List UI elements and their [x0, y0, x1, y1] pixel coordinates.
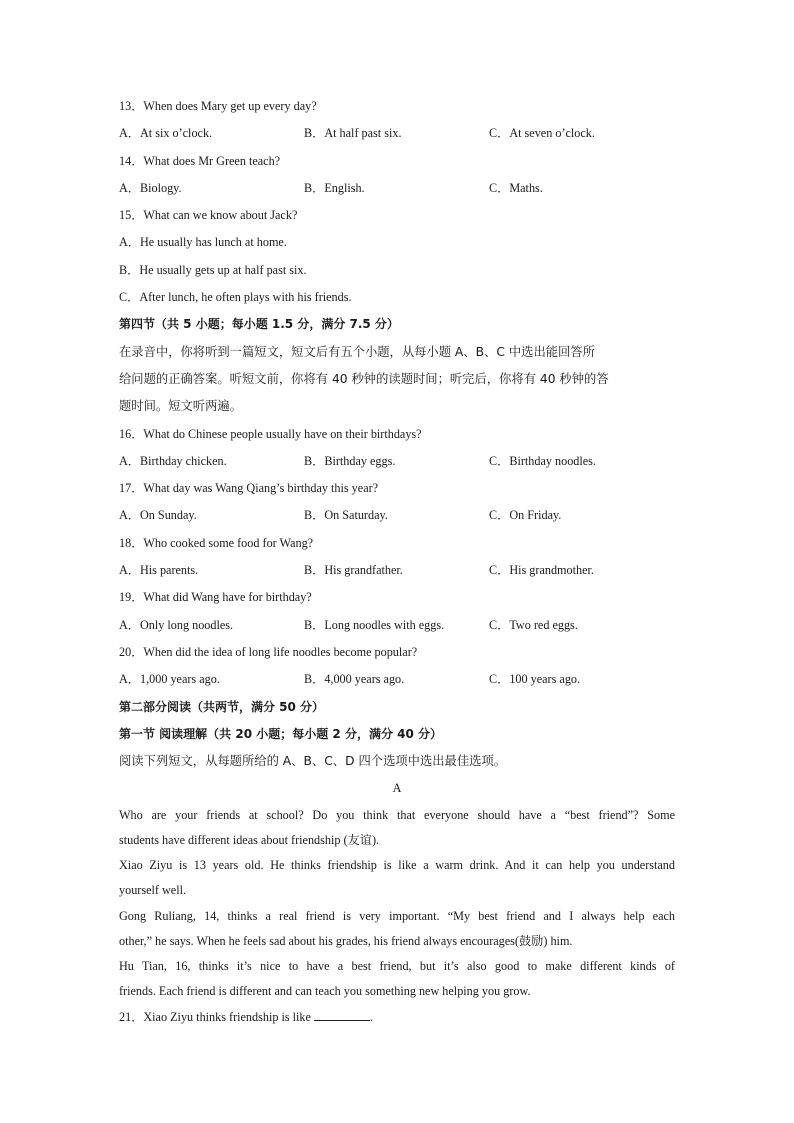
option-c: C．Maths. [489, 180, 543, 195]
question-21 [119, 1004, 675, 1031]
option-a: A．Birthday chicken. [119, 453, 227, 468]
option-c: C．Two red eggs. [489, 617, 578, 632]
question-17 [119, 475, 675, 502]
paragraph-line: Gong Ruliang, 14, thinks a real friend is very important. “My best friend and I always help each [119, 908, 675, 923]
paragraph-line: Xiao Ziyu is 13 years old. He thinks friendship is like a warm drink. And it can help you understand [119, 858, 675, 873]
question-15 [119, 202, 675, 229]
option-b: B．His grandfather. [304, 563, 403, 578]
option-b: B．At half past six. [304, 126, 402, 141]
question-14 [119, 148, 675, 175]
reading-instructions: 阅读下列短文，从每题所给的 A、B、C、D 四个选项中选出最佳选项。 [119, 754, 507, 769]
question-17-options [119, 502, 675, 529]
option-a: A．His parents. [119, 563, 199, 578]
paragraph-line: Hu Tian, 16, thinks it’s nice to have a best friend, but it’s also good to make different kinds of [119, 958, 675, 973]
option-b: B．On Saturday. [304, 508, 388, 523]
question-19 [119, 584, 675, 611]
question-stem: 13．When does Mary get up every day? [119, 99, 317, 113]
section-4-title: 第四节（共 5 小题；每小题 1.5 分，满分 7.5 分） [119, 317, 399, 332]
option-c: C．At seven o’clock. [489, 126, 595, 141]
passage-label: A [392, 781, 402, 796]
question-18 [119, 530, 675, 557]
question-stem-end: . [369, 1010, 374, 1025]
passage-paragraph-1 [119, 803, 675, 853]
question-stem: 20．When did the idea of long life noodles become popular? [119, 644, 418, 659]
section-4-instructions-line-1: 在录音中，你将听到一篇短文，短文后有五个小题，从每小题 A、B、C 中选出能回答所 [119, 344, 595, 359]
reading-section-title: 第一节 阅读理解（共 20 小题；每小题 2 分，满分 40 分） [119, 726, 442, 741]
question-stem: 21．Xiao Ziyu thinks friendship is like [119, 1010, 311, 1025]
option-c: C．On Friday. [489, 508, 562, 523]
option-b: B．4,000 years ago. [304, 672, 405, 687]
option-a: A．On Sunday. [119, 508, 197, 523]
question-20 [119, 639, 675, 666]
option-c: C．100 years ago. [489, 672, 581, 687]
question-16-options [119, 448, 675, 475]
option-a: A．Biology. [119, 180, 182, 195]
paragraph-line: yourself well. [119, 883, 187, 898]
paragraph-line: other,” he says. When he feels sad about his grades, his friend always encourages(鼓励) him. [119, 933, 573, 948]
paragraph-line: friends. Each friend is different and can teach you something new helping you grow. [119, 984, 531, 999]
option-b: B．He usually gets up at half past six. [119, 262, 307, 277]
option-c: C．His grandmother. [489, 563, 594, 578]
passage-paragraph-2 [119, 853, 675, 903]
option-a: A．Only long noodles. [119, 617, 234, 632]
passage-paragraph-4 [119, 954, 675, 1004]
question-16 [119, 421, 675, 448]
question-19-options [119, 612, 675, 639]
passage-paragraph-3 [119, 904, 675, 954]
question-stem: 15．What can we know about Jack? [119, 208, 298, 223]
option-b: B．Long noodles with eggs. [304, 617, 445, 632]
exam-page [119, 93, 675, 1032]
option-a: A．At six o’clock. [119, 126, 213, 141]
option-a: A．He usually has lunch at home. [119, 235, 287, 250]
option-b: B．English. [304, 180, 365, 195]
question-13 [119, 93, 675, 120]
option-c: C．After lunch, he often plays with his friends. [119, 290, 352, 305]
answer-blank[interactable] [314, 1008, 370, 1021]
question-stem: 14．What does Mr Green teach? [119, 153, 281, 168]
question-stem: 19．What did Wang have for birthday? [119, 590, 312, 605]
section-4-instructions-line-2: 给问题的正确答案。听短文前，你将有 40 秒钟的读题时间；听完后，你将有 40 秒钟的答 [119, 371, 609, 386]
option-c: C．Birthday noodles. [489, 453, 596, 468]
paragraph-line: students have different ideas about friendship (友谊). [119, 832, 380, 847]
question-stem: 17．What day was Wang Qiang’s birthday this year? [119, 481, 379, 496]
paragraph-line: Who are your friends at school? Do you think that everyone should have a “best friend”? Some [119, 807, 675, 822]
question-stem: 18．Who cooked some food for Wang? [119, 535, 314, 550]
option-a: A．1,000 years ago. [119, 672, 220, 687]
section-4-instructions-line-3: 题时间。短文听两遍。 [119, 399, 242, 414]
question-13-options [119, 120, 675, 147]
question-stem: 16．What do Chinese people usually have on their birthdays? [119, 426, 422, 441]
part-2-title: 第二部分阅读（共两节，满分 50 分） [119, 699, 325, 714]
question-14-options [119, 175, 675, 202]
question-20-options [119, 666, 675, 693]
question-18-options [119, 557, 675, 584]
option-b: B．Birthday eggs. [304, 453, 396, 468]
